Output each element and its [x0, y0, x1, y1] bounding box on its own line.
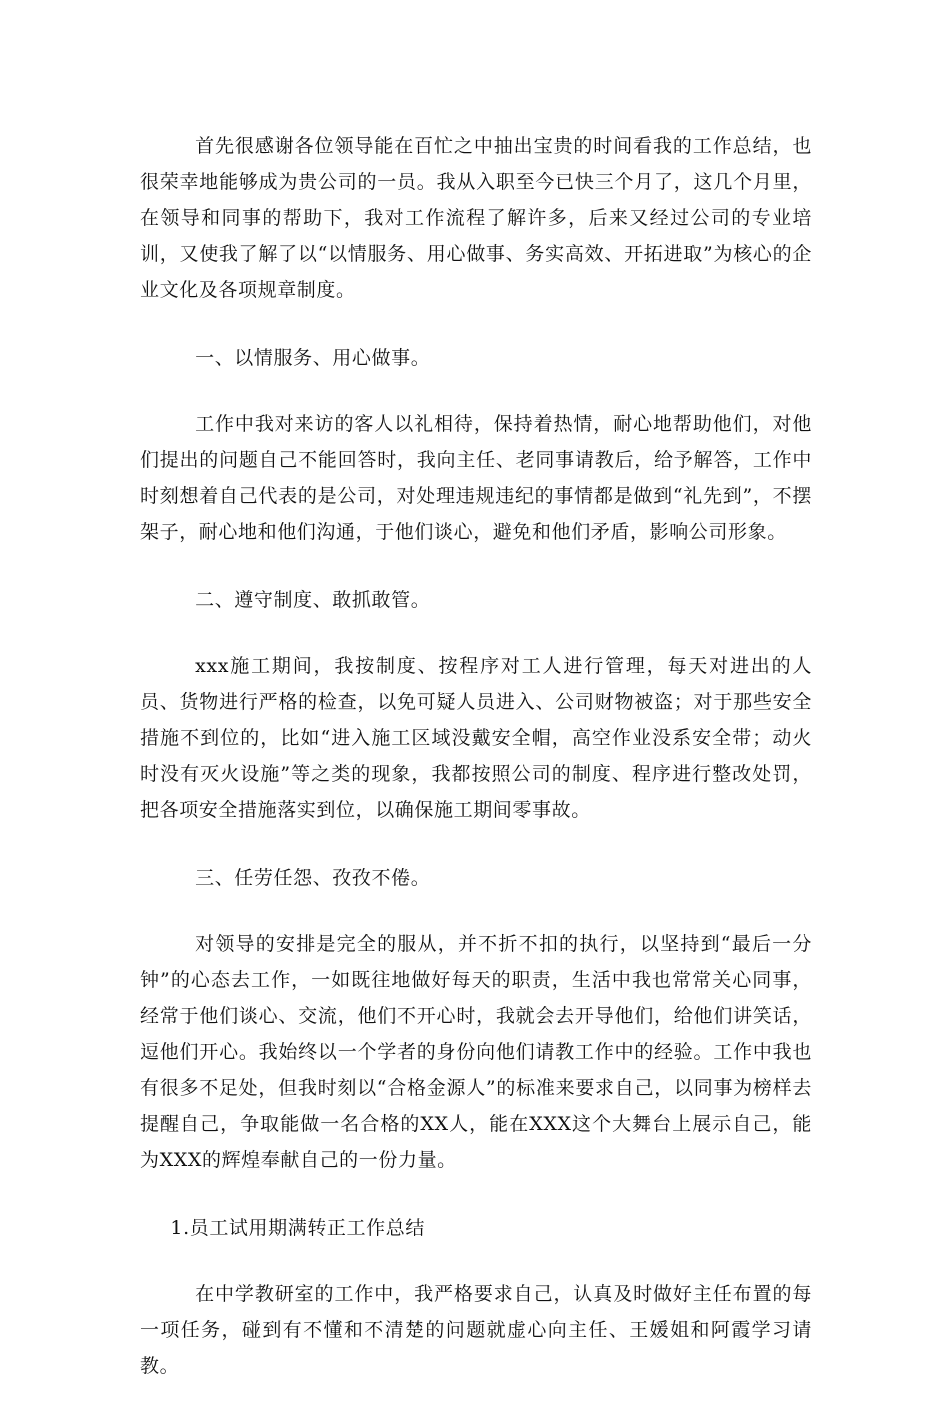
intro-paragraph: 首先很感谢各位领导能在百忙之中抽出宝贵的时间看我的工作总结，也很荣幸地能够成为贵公司的一员。我从入职至今已快三个月了，这几个月里，在领导和同事的帮助下，我对工作流程了解许多，后来又经过公司的专业培训，又使我了解了以“以情服务、用心做事、务实高效、开拓进取”为核心的企业文化及各项规章制度。 [140, 135, 812, 301]
document-page [140, 128, 812, 1416]
section-heading-3: 三、任劳任怨、孜孜不倦。 [195, 867, 431, 889]
section-heading-1: 一、以情服务、用心做事。 [195, 347, 431, 369]
section-1-paragraph: 工作中我对来访的客人以礼相待，保持着热情，耐心地帮助他们，对他们提出的问题自己不能回答时，我向主任、老同事请教后，给予解答，工作中时刻想着自己代表的是公司，对处理违规违纪的事情都是做到“礼先到”，不摆架子，耐心地和他们沟通，于他们谈心，避免和他们矛盾，影响公司形象。 [140, 413, 812, 543]
section-heading-2: 二、遵守制度、敢抓敢管。 [195, 589, 431, 611]
section-3-paragraph: 对领导的安排是完全的服从，并不折不扣的执行，以坚持到“最后一分钟”的心态去工作，一如既往地做好每天的职责，生活中我也常常关心同事，经常于他们谈心、交流，他们不开心时，我就会去开导他们，给他们讲笑话，逗他们开心。我始终以一个学者的身份向他们请教工作中的经验。工作中我也有很多不足处，但我时刻以“合格金源人”的标准来要求自己，以同事为榜样去提醒自己，争取能做一名合格的XX人，能在XXX这个大舞台上展示自己，能为XXX的辉煌奉献自己的一份力量。 [140, 933, 812, 1171]
section-2-paragraph: xxx施工期间，我按制度、按程序对工人进行管理，每天对进出的人员、货物进行严格的检查，以免可疑人员进入、公司财物被盗；对于那些安全措施不到位的，比如“进入施工区域没戴安全帽，高空作业没系安全带；动火时没有灭火设施”等之类的现象，我都按照公司的制度、程序进行整改处罚，把各项安全措施落实到位，以确保施工期间零事故。 [140, 655, 812, 821]
numbered-heading-1: 1.员工试用期满转正工作总结 [170, 1217, 425, 1239]
closing-paragraph: 在中学教研室的工作中，我严格要求自己，认真及时做好主任布置的每一项任务，碰到有不懂和不清楚的问题就虚心向主任、王媛姐和阿霞学习请教。 [140, 1283, 812, 1377]
